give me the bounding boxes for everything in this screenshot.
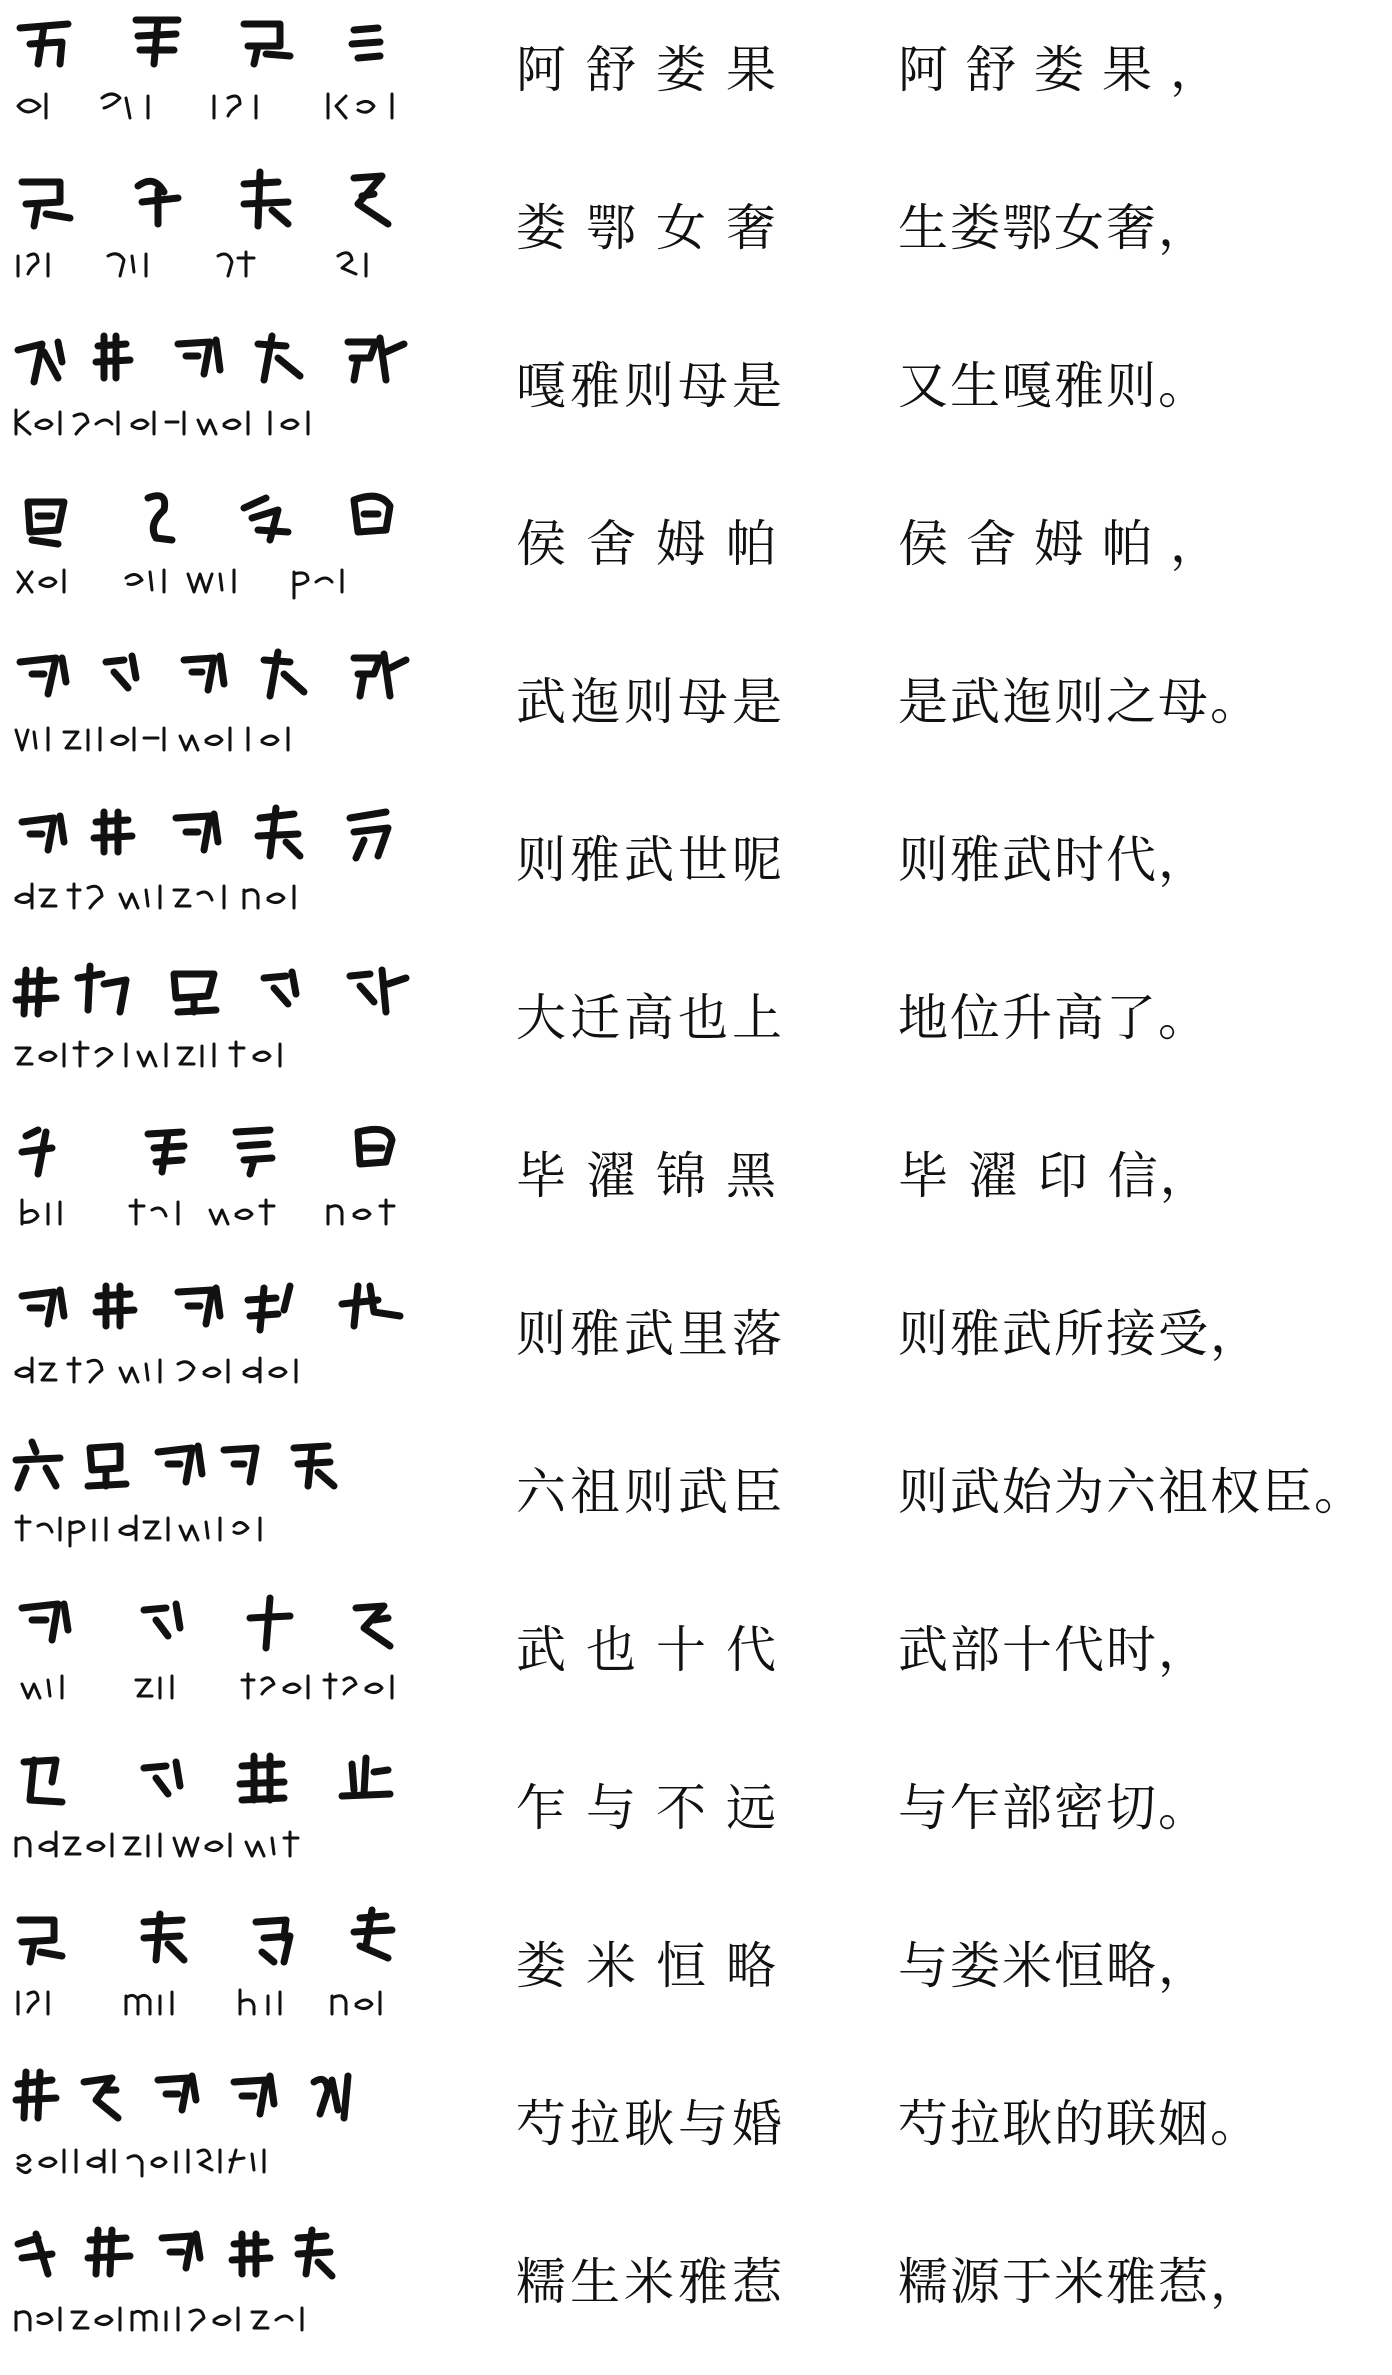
yi-glyphs-drawing <box>8 1112 448 1252</box>
chinese-translation: 阿舒娄果， <box>898 41 1238 99</box>
chinese-translation: 毕 濯 印 信， <box>898 1147 1212 1205</box>
verse-row <box>0 1422 1392 1580</box>
verse-row <box>0 2054 1392 2212</box>
yi-glyphs-drawing <box>8 1428 448 1568</box>
yi-script-cell <box>8 1744 448 1884</box>
verse-row <box>0 632 1392 790</box>
verse-row <box>0 0 1392 158</box>
yi-glyphs-drawing <box>8 480 448 620</box>
chinese-translation: 侯舍姆帕， <box>898 515 1238 573</box>
yi-glyphs-drawing <box>8 322 448 462</box>
verse-row <box>0 474 1392 632</box>
chinese-translation: 是武迤则之母。 <box>898 673 1262 731</box>
chinese-translation: 与娄米恒略， <box>898 1937 1210 1995</box>
verse-row <box>0 790 1392 948</box>
literal-chinese-gloss: 大迁高也上 <box>516 989 786 1047</box>
chinese-translation: 武部十代时， <box>898 1621 1210 1679</box>
literal-chinese-gloss: 武也十代 <box>516 1621 796 1679</box>
yi-script-cell <box>8 2218 448 2358</box>
verse-row <box>0 948 1392 1106</box>
literal-chinese-gloss: 阿舒娄果 <box>516 41 796 99</box>
literal-chinese-gloss: 芍拉耿与婚 <box>516 2095 786 2153</box>
yi-script-cell <box>8 638 448 778</box>
yi-script-cell <box>8 480 448 620</box>
yi-glyphs-drawing <box>8 1586 448 1726</box>
literal-chinese-gloss: 娄鄂女奢 <box>516 199 796 257</box>
yi-script-cell <box>8 1270 448 1410</box>
chinese-translation: 糯源于米雅惹， <box>898 2253 1262 2311</box>
yi-script-cell <box>8 322 448 462</box>
chinese-translation: 地位升高了。 <box>898 989 1210 1047</box>
literal-chinese-gloss: 侯舍姆帕 <box>516 515 796 573</box>
yi-script-cell <box>8 1902 448 2042</box>
literal-chinese-gloss: 则雅武里落 <box>516 1305 786 1363</box>
yi-script-cell <box>8 1428 448 1568</box>
yi-glyphs-drawing <box>8 2060 448 2200</box>
chinese-translation: 芍拉耿的联姻。 <box>898 2095 1262 2153</box>
yi-script-cell <box>8 2060 448 2200</box>
yi-script-cell <box>8 164 448 304</box>
literal-chinese-gloss: 糯生米雅惹 <box>516 2253 786 2311</box>
literal-chinese-gloss: 毕濯锦黑 <box>516 1147 796 1205</box>
literal-chinese-gloss: 乍与不远 <box>516 1779 796 1837</box>
chinese-translation: 则武始为六祖权臣。 <box>898 1463 1366 1521</box>
yi-script-cell <box>8 1112 448 1252</box>
yi-glyphs-drawing <box>8 164 448 304</box>
literal-chinese-gloss: 嘎雅则母是 <box>516 357 786 415</box>
yi-glyphs-drawing <box>8 954 448 1094</box>
verse-row <box>0 1264 1392 1422</box>
verse-row <box>0 2212 1392 2370</box>
yi-glyphs-drawing <box>8 6 448 146</box>
yi-glyphs-drawing <box>8 2218 448 2358</box>
verse-row <box>0 1580 1392 1738</box>
literal-chinese-gloss: 则雅武世呢 <box>516 831 786 889</box>
yi-glyphs-drawing <box>8 1902 448 2042</box>
literal-chinese-gloss: 娄米恒略 <box>516 1937 796 1995</box>
yi-script-cell <box>8 796 448 936</box>
verse-row <box>0 1106 1392 1264</box>
chinese-translation: 则雅武时代， <box>898 831 1210 889</box>
verse-row <box>0 1896 1392 2054</box>
yi-glyphs-drawing <box>8 638 448 778</box>
yi-script-cell <box>8 954 448 1094</box>
chinese-translation: 与乍部密切。 <box>898 1779 1210 1837</box>
yi-glyphs-drawing <box>8 1270 448 1410</box>
literal-chinese-gloss: 六祖则武臣 <box>516 1463 786 1521</box>
chinese-translation: 则雅武所接受， <box>898 1305 1262 1363</box>
yi-script-cell <box>8 6 448 146</box>
chinese-translation: 又生嘎雅则。 <box>898 357 1210 415</box>
verse-row <box>0 316 1392 474</box>
yi-script-cell <box>8 1586 448 1726</box>
literal-chinese-gloss: 武迤则母是 <box>516 673 786 731</box>
chinese-translation: 生娄鄂女奢， <box>898 199 1210 257</box>
verse-row <box>0 158 1392 316</box>
verse-row <box>0 1738 1392 1896</box>
yi-glyphs-drawing <box>8 796 448 936</box>
yi-glyphs-drawing <box>8 1744 448 1884</box>
